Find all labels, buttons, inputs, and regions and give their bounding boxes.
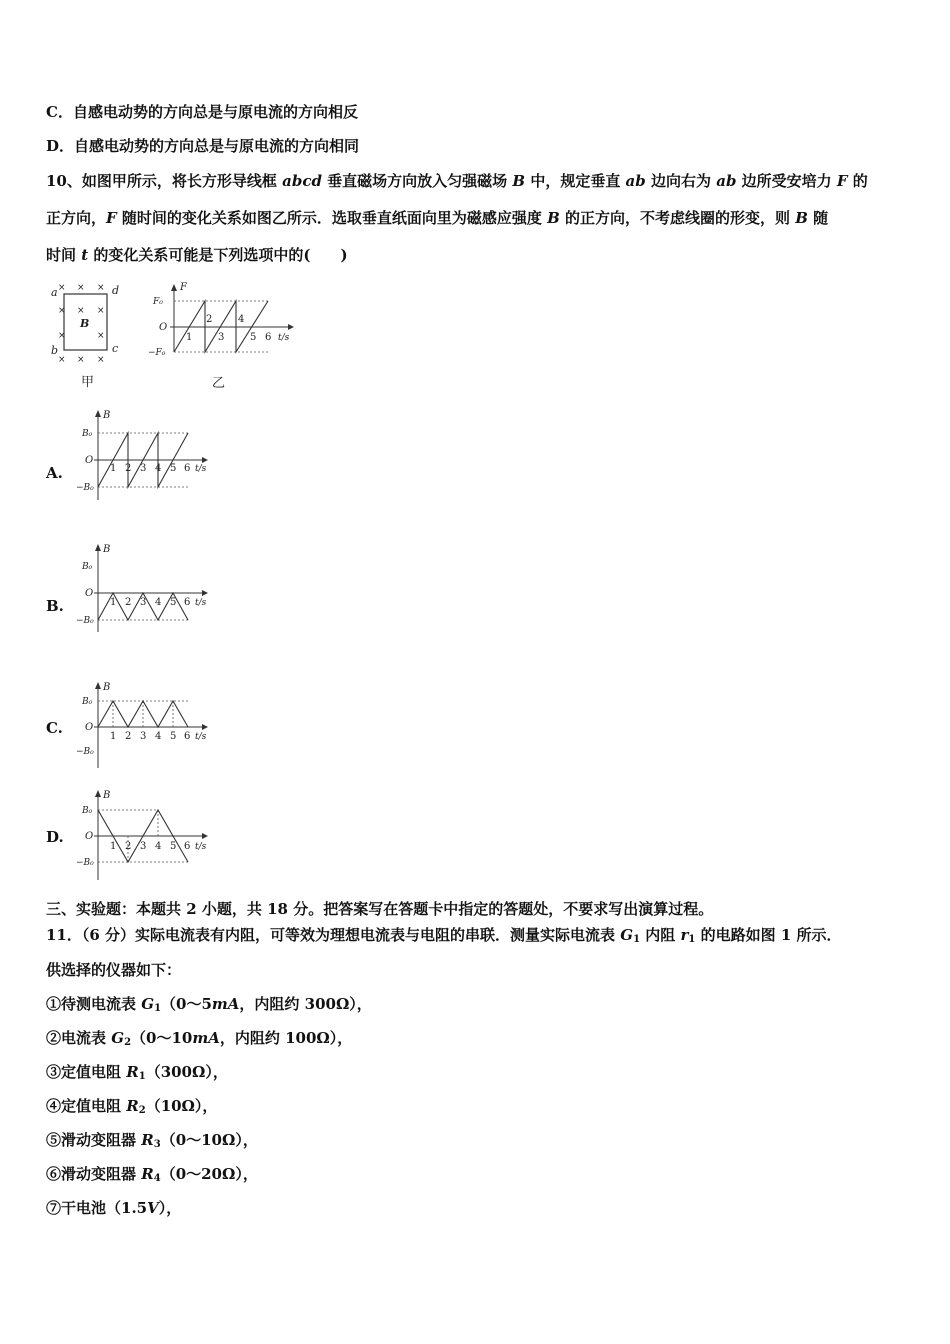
option-letter: D． bbox=[46, 137, 75, 155]
svg-text:B₀: B₀ bbox=[82, 429, 93, 439]
graph-c bbox=[76, 680, 216, 772]
svg-text:5: 5 bbox=[170, 731, 177, 742]
svg-text:−B₀: −B₀ bbox=[76, 616, 94, 626]
instrument-item: ②电流表 $G_2(0\sim 10mA$，内阻约 100Ω）， bbox=[46, 1029, 353, 1048]
svg-text:5: 5 bbox=[170, 597, 177, 608]
svg-text:B₀: B₀ bbox=[82, 562, 93, 572]
svg-text:1: 1 bbox=[110, 731, 117, 742]
corner-d: d bbox=[112, 284, 120, 297]
svg-text:O: O bbox=[85, 588, 94, 599]
instrument-item: ③定值电阻 $R_1(300\Omega)$， bbox=[46, 1063, 228, 1082]
q11-stem: 11．（6 分）实际电流表有内阻，可等效为理想电流表与电阻的串联．测量实际电流表 $G_1$ 内阻 $r_1$ 的电路如图 1 所示． bbox=[46, 926, 842, 945]
svg-text:O: O bbox=[85, 722, 94, 733]
svg-text:3: 3 bbox=[140, 597, 147, 608]
instrument-item: ①待测电流表 $G_1(0\sim 5mA$，内阻约 300Ω）， bbox=[46, 995, 372, 1014]
svg-text:3: 3 bbox=[140, 731, 147, 742]
q10-stem-line3: 时间 t 的变化关系可能是下列选项中的( ) bbox=[46, 246, 348, 264]
svg-text:B: B bbox=[103, 790, 111, 801]
svg-text:×: × bbox=[77, 283, 85, 293]
svg-text:6: 6 bbox=[184, 841, 191, 852]
instrument-item: ④定值电阻 $R_2(10\Omega)$， bbox=[46, 1097, 218, 1116]
caption-yi: 乙 bbox=[212, 376, 226, 391]
svg-text:1: 1 bbox=[110, 597, 117, 608]
svg-text:×: × bbox=[97, 331, 105, 341]
corner-b: b bbox=[51, 344, 59, 357]
corner-c: c bbox=[112, 342, 119, 355]
svg-text:B: B bbox=[103, 544, 111, 555]
svg-text:4: 4 bbox=[238, 314, 245, 325]
svg-text:1: 1 bbox=[110, 841, 117, 852]
corner-a: a bbox=[51, 286, 58, 299]
svg-text:6: 6 bbox=[184, 597, 191, 608]
svg-text:−B₀: −B₀ bbox=[76, 858, 94, 868]
q9-option-d bbox=[46, 136, 906, 156]
q9-option-c bbox=[46, 102, 906, 122]
svg-text:4: 4 bbox=[155, 597, 162, 608]
svg-text:t/s: t/s bbox=[195, 598, 207, 608]
svg-text:2: 2 bbox=[206, 314, 213, 325]
svg-text:F₀: F₀ bbox=[153, 297, 163, 307]
q11-intro: 供选择的仪器如下： bbox=[46, 961, 182, 979]
section3-heading: 三、实验题：本题共 2 小题，共 18 分。把答案写在答题卡中指定的答题处，不要求写出演算过程。 bbox=[46, 900, 714, 918]
q10-stem-line2: 正方向，F 随时间的变化关系如图乙所示．选取垂直纸面向里为磁感应强度 B 的正方向，不考虑线圈的形变，则 B 随 bbox=[46, 209, 829, 227]
svg-text:F: F bbox=[180, 282, 187, 293]
svg-text:4: 4 bbox=[155, 463, 162, 474]
svg-text:3: 3 bbox=[140, 463, 147, 474]
svg-text:t/s: t/s bbox=[195, 842, 207, 852]
svg-text:B₀: B₀ bbox=[82, 806, 93, 816]
svg-text:×: × bbox=[97, 355, 105, 365]
field-label: B bbox=[80, 317, 90, 330]
svg-text:t/s: t/s bbox=[278, 333, 290, 343]
svg-text:×: × bbox=[58, 331, 66, 341]
svg-text:t/s: t/s bbox=[195, 732, 207, 742]
svg-text:6: 6 bbox=[184, 731, 191, 742]
instrument-item: ⑥滑动变阻器 $R_4(0\sim 20\Omega)$， bbox=[46, 1165, 258, 1184]
svg-text:1: 1 bbox=[186, 332, 193, 343]
svg-text:B: B bbox=[103, 682, 111, 693]
svg-text:×: × bbox=[97, 283, 105, 293]
svg-text:5: 5 bbox=[170, 463, 177, 474]
option-d-label: D. bbox=[46, 828, 64, 846]
svg-text:4: 4 bbox=[155, 731, 162, 742]
caption-jia: 甲 bbox=[81, 375, 95, 390]
svg-text:O: O bbox=[85, 831, 94, 842]
figure-jia bbox=[45, 282, 125, 390]
svg-text:3: 3 bbox=[140, 841, 147, 852]
svg-text:×: × bbox=[58, 306, 66, 316]
svg-text:×: × bbox=[58, 283, 66, 293]
svg-text:5: 5 bbox=[250, 332, 257, 343]
svg-text:−B₀: −B₀ bbox=[76, 483, 94, 493]
svg-text:×: × bbox=[77, 306, 85, 316]
instrument-item: ⑦干电池（1.5V）， bbox=[46, 1199, 182, 1217]
svg-text:t/s: t/s bbox=[195, 464, 207, 474]
option-c-label: C. bbox=[46, 719, 63, 737]
svg-text:O: O bbox=[85, 455, 94, 466]
svg-text:3: 3 bbox=[218, 332, 225, 343]
svg-text:O: O bbox=[159, 322, 168, 333]
svg-text:2: 2 bbox=[125, 463, 132, 474]
svg-text:6: 6 bbox=[184, 463, 191, 474]
svg-text:2: 2 bbox=[125, 597, 132, 608]
svg-text:×: × bbox=[97, 306, 105, 316]
svg-text:×: × bbox=[77, 355, 85, 365]
option-text: 自感电动势的方向总是与原电流的方向相同 bbox=[74, 137, 360, 155]
graph-a bbox=[76, 408, 216, 504]
option-b-label: B. bbox=[46, 597, 64, 615]
svg-text:5: 5 bbox=[170, 841, 177, 852]
svg-text:2: 2 bbox=[125, 841, 132, 852]
svg-text:6: 6 bbox=[265, 332, 272, 343]
instrument-item: ⑤滑动变阻器 $R_3(0\sim 10\Omega)$， bbox=[46, 1131, 258, 1150]
graph-b bbox=[76, 542, 216, 638]
svg-text:2: 2 bbox=[125, 731, 132, 742]
option-letter: C． bbox=[46, 103, 73, 121]
svg-text:4: 4 bbox=[155, 841, 162, 852]
figure-yi bbox=[148, 280, 298, 392]
svg-text:1: 1 bbox=[110, 463, 117, 474]
svg-text:B₀: B₀ bbox=[82, 697, 93, 707]
graph-d bbox=[76, 788, 216, 884]
svg-text:×: × bbox=[58, 355, 66, 365]
option-text: 自感电动势的方向总是与原电流的方向相反 bbox=[72, 103, 358, 121]
svg-text:−B₀: −B₀ bbox=[76, 747, 94, 757]
q10-stem-line1: 10、如图甲所示，将长方形导线框 abcd 垂直磁场方向放入匀强磁场 B 中，规定垂直 ab 边向右为 ab 边所受安培力 F 的 bbox=[46, 172, 868, 190]
svg-text:−F₀: −F₀ bbox=[148, 348, 166, 358]
option-a-label: A. bbox=[46, 464, 63, 482]
svg-text:B: B bbox=[103, 410, 111, 421]
